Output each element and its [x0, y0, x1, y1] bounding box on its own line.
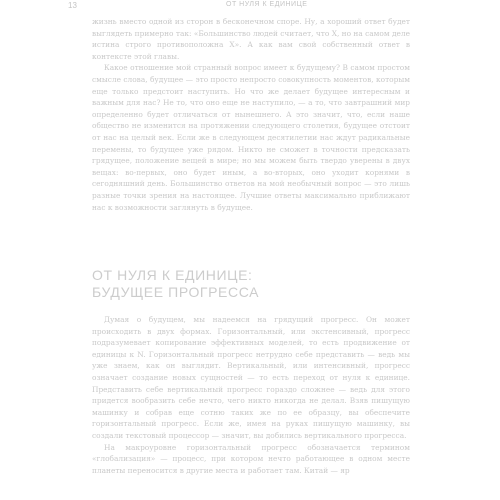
page-number: 13 — [68, 1, 77, 10]
paragraph: Какое отношение мой странный вопрос имеет к будущему? В самом простом смысле слова, будущее — это просто непросто совокупность моментов, которым еще только предстоит наступить. Но что же делает будущее интересным и важным для нас? Не то, что оно еще не наступило, — а то, что завтрашний мир определенно будет отличаться от нынешнего. А это значит, что, если наше общество не изменится на протяжении следующего столетия, будущее отстоит от нас на целый век. Если же в следующем десятилетии нас ждут радикальные перемены, то будущее уже рядом. Никто не сможет в точности предсказать грядущее, положение вещей в мире; но мы можем быть твердо уверены в двух вещах: во-первых, оно будет иным, а во-вторых, оно уходит корнями в сегодняшний день. Большинство ответов на мой необычный вопрос — это лишь разные точки зрения на настоящее. Лучшие ответы максимально приближают нас к возможности заглянуть в будущее. — [92, 63, 410, 212]
running-head: ОТ НУЛЯ К ЕДИНИЦЕ — [226, 1, 308, 8]
body-text-top — [92, 16, 410, 213]
page-header — [0, 0, 500, 14]
section-heading — [92, 267, 410, 301]
paragraph: На макроуровне горизонтальный прогресс обозначается термином «глобализация» — процесс, при котором нечто работающее в одном месте планеты переносится в другие места и работает там. Китай — яр — [92, 442, 410, 475]
section-heading-line-2: БУДУЩЕЕ ПРОГРЕССА — [92, 284, 260, 300]
paragraph: Думая о будущем, мы надеемся на грядущий прогресс. Он может происходить в двух формах. Горизонтальный, или экстенсивный, прогресс подразумевает копирование эффективных моделей, то есть продвижение от единицы к N. Горизонтальный прогресс нетрудно себе представить — ведь мы уже знаем, как он выглядит. Вертикальный, или интенсивный, прогресс означает создание новых сущностей — то есть переход от нуля к единице. Представить себе вертикальный прогресс гораздо сложнее — ведь для этого придется вообразить себе нечто, чего никто никогда не делал. Взяв пишущую машинку и собрав еще сотню таких же по ее образцу, вы обеспечите горизонтальный прогресс. Если же, имея на руках пишущую машинку, вы создали текстовый процессор — значит, вы добились вертикального прогресса. — [92, 315, 410, 440]
body-text-bottom — [92, 314, 410, 476]
section-heading-line-1: ОТ НУЛЯ К ЕДИНИЦЕ: — [92, 267, 253, 283]
paragraph: жизнь вместо одной из сторон в бесконечном споре. Ну, а хороший ответ будет выглядеть примерно так: «Большинство людей считает, что X, но на самом деле истина строго противоположна X». А как вам свой собственный ответ в контексте этой главы. — [92, 17, 410, 61]
